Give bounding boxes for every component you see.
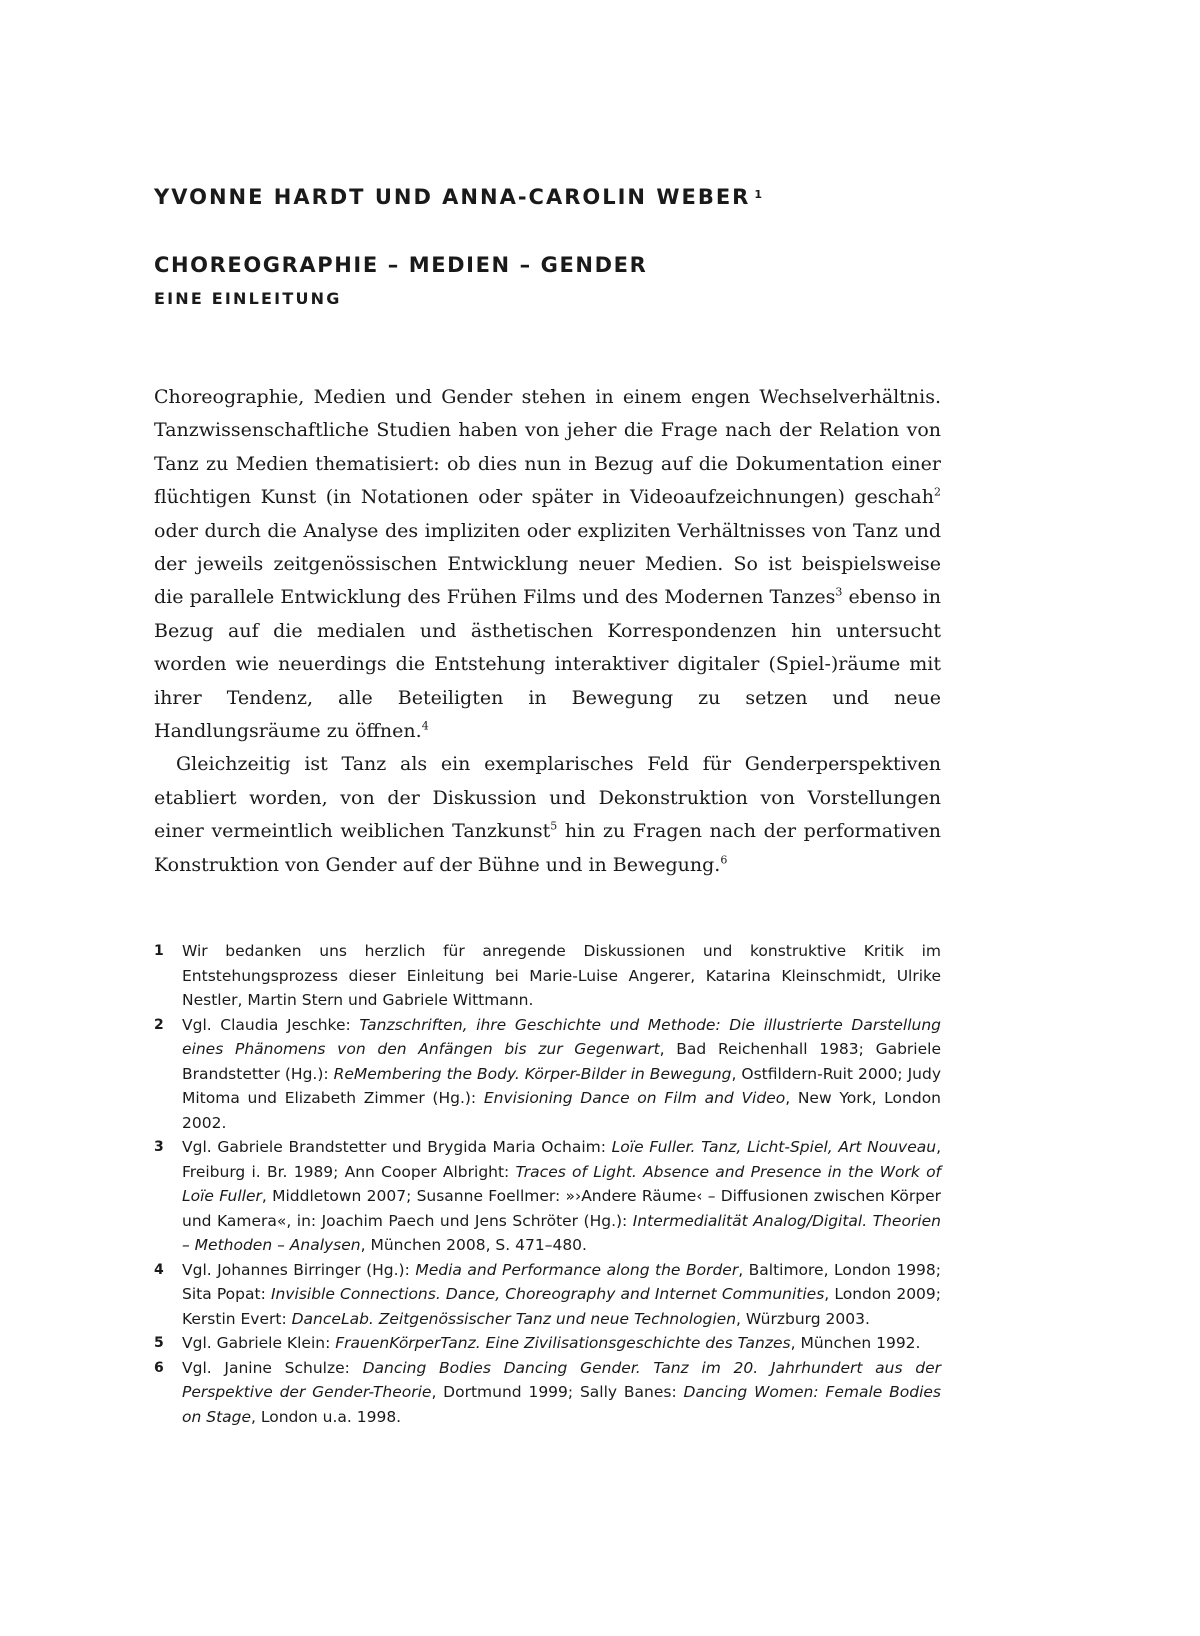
footnote-text-part: Vgl. Gabriele Brandstetter und Brygida Maria Ochaim: xyxy=(182,1138,612,1156)
body-text: Choreographie, Medien und Gender stehen in einem engen Wechselverhältnis. Tanzwissenschaftliche Studien haben von jeher die Frage nach der Relation von Tanz zu Medien thematisiert: ob dies nun in Bezug auf die Dokumentation einer flüchtigen Kunst (in Notationen oder später in Videoaufzeichnungen) geschah xyxy=(154,386,941,509)
footnote-ref-1[interactable]: 1 xyxy=(754,188,763,201)
footnote-text-part: Vgl. Johannes Birringer (Hg.): xyxy=(182,1260,416,1279)
footnote-work-title: Media and Performance along the Border xyxy=(415,1260,739,1279)
footnote-number: 6 xyxy=(154,1359,164,1376)
footnote-text-part: , München 1992. xyxy=(790,1334,921,1352)
footnote-ref-4[interactable]: 4 xyxy=(421,719,429,733)
footnote-text-part: Vgl. Claudia Jeschke: xyxy=(182,1015,360,1034)
footnote-5 xyxy=(154,1331,941,1356)
footnote-text xyxy=(182,1135,941,1258)
footnote-1 xyxy=(154,939,941,1013)
footnote-number: 3 xyxy=(154,1139,164,1155)
footnote-2 xyxy=(154,1013,941,1136)
footnote-text-part: , München 2008, S. 471–480. xyxy=(360,1236,587,1254)
footnote-work-title: Invisible Connections. Dance, Choreography and Internet Communities xyxy=(270,1285,825,1303)
footnote-number: 4 xyxy=(154,1261,164,1278)
footnote-number: 1 xyxy=(154,943,164,959)
body-text: hin zu Fragen nach der performativen Konstruktion von Gender auf der Bühne und in Bewegung. xyxy=(154,820,941,876)
footnote-number: 5 xyxy=(154,1335,164,1351)
footnote-work-title: FrauenKörperTanz. Eine Zivilisationsgeschichte des Tanzes xyxy=(335,1334,791,1352)
body-text: ebenso in Bezug auf die medialen und ästhetischen Korrespondenzen hin untersucht worden wie neuerdings die Entstehung interaktiver digitaler (Spiel-)räume mit ihrer Tendenz, alle Beteiligten in Bewegung zu setzen und neue Handlungsräume zu öffnen. xyxy=(154,586,941,743)
footnote-text-part: , Bad Reichenhall 1983; Gabriele Brandstetter (Hg.): xyxy=(182,1040,941,1083)
body-text: Gleichzeitig ist Tanz als ein exemplarisches Feld für Genderperspektiven etabliert worden, von der Diskussion und Dekonstruktion von Vorstellungen einer vermeintlich weiblichen Tanzkunst xyxy=(154,753,941,843)
footnote-3 xyxy=(154,1135,941,1258)
footnote-work-title: Intermedialität Analog/Digital. Theorien – Methoden – Analysen xyxy=(182,1211,941,1254)
footnote-ref-3[interactable]: 3 xyxy=(835,586,843,600)
footnote-text xyxy=(182,1356,941,1430)
footnote-text xyxy=(182,1013,941,1136)
footnote-work-title: Traces of Light. Absence and Presence in the Work of Loïe Fuller xyxy=(182,1162,942,1205)
footnote-work-title: ReMembering the Body. Körper-Bilder in Bewegung xyxy=(333,1064,732,1083)
footnotes xyxy=(154,939,941,1429)
footnote-ref-6[interactable]: 6 xyxy=(720,853,728,867)
footnote-work-title: DanceLab. Zeitgenössischer Tanz und neue Technologien xyxy=(291,1309,737,1328)
footnote-ref-5[interactable]: 5 xyxy=(550,819,558,833)
footnote-text-part: , London 2009; Kerstin Evert: xyxy=(182,1285,942,1328)
footnote-text-part: Wir bedanken uns herzlich für anregende Diskussionen und konstruktive Kritik im Entstehungsprozess dieser Einleitung bei Marie-Luise Angerer, Katarina Kleinschmidt, Ulrike Nestler, Martin Stern und Gabriele Wittmann. xyxy=(182,942,941,1009)
footnote-work-title: Loïe Fuller. Tanz, Licht-Spiel, Art Nouveau xyxy=(611,1138,937,1156)
footnote-text xyxy=(182,1258,941,1332)
footnote-text-part: , Baltimore, London 1998; Sita Popat: xyxy=(182,1260,942,1303)
footnote-text-part: , Ostfildern-Ruit 2000; Judy Mitoma und Elizabeth Zimmer (Hg.): xyxy=(182,1064,941,1107)
article-body xyxy=(154,381,941,882)
footnote-6 xyxy=(154,1356,941,1430)
body-text: oder durch die Analyse des impliziten oder expliziten Verhältnisses von Tanz und der jeweils zeitgenössischen Entwicklung neuer Medien. So ist beispielsweise die parallele Entwicklung des Frühen Films und des Modernen Tanzes xyxy=(154,519,941,609)
footnote-text xyxy=(182,939,941,1013)
footnote-work-title: Dancing Bodies Dancing Gender. Tanz im 20. Jahrhundert aus der Perspektive der Gender-Theorie xyxy=(182,1358,941,1401)
article-title: CHOREOGRAPHIE – MEDIEN – GENDER xyxy=(154,253,648,277)
footnote-text-part: , London u.a. 1998. xyxy=(251,1407,402,1426)
authors-heading xyxy=(154,184,762,210)
footnote-work-title: Tanzschriften, ihre Geschichte und Methode: Die illustrierte Darstellung eines Phänomens von den Anfängen bis zur Gegenwart xyxy=(182,1015,942,1058)
footnote-ref-2[interactable]: 2 xyxy=(934,485,941,499)
footnote-text-part: , Würzburg 2003. xyxy=(736,1309,870,1328)
body-paragraph-2 xyxy=(154,748,941,882)
footnote-text-part: , New York, London 2002. xyxy=(182,1089,941,1132)
footnote-work-title: Dancing Women: Female Bodies on Stage xyxy=(182,1383,941,1426)
footnote-text-part: , Middletown 2007; Susanne Foellmer: »›Andere Räume‹ – Diffusionen zwischen Körper und Kamera«, in: Joachim Paech und Jens Schröter (Hg.): xyxy=(182,1187,941,1230)
article-subtitle: EINE EINLEITUNG xyxy=(154,289,342,308)
footnote-4 xyxy=(154,1258,941,1332)
footnote-number: 2 xyxy=(154,1016,164,1033)
authors-text: YVONNE HARDT UND ANNA-CAROLIN WEBER xyxy=(154,185,751,209)
footnote-text-part: Vgl. Gabriele Klein: xyxy=(182,1334,336,1352)
body-paragraph-1 xyxy=(154,381,941,748)
footnote-text-part: , Freiburg i. Br. 1989; Ann Cooper Albright: xyxy=(182,1138,942,1181)
footnote-work-title: Envisioning Dance on Film and Video xyxy=(483,1089,786,1107)
footnote-text-part: Vgl. Janine Schulze: xyxy=(182,1358,363,1377)
footnote-text-part: , Dortmund 1999; Sally Banes: xyxy=(431,1383,684,1401)
footnote-text xyxy=(182,1331,941,1356)
